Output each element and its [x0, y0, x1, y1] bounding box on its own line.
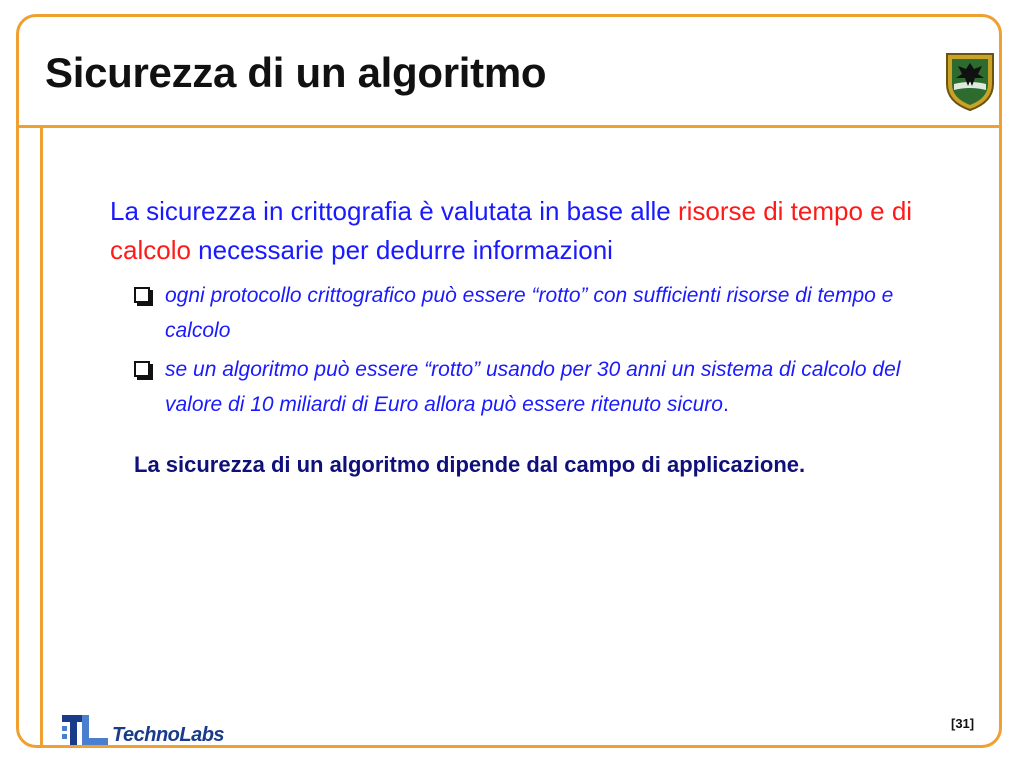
lead-text-start: La sicurezza in crittografia è valutata in base alle	[110, 196, 678, 226]
lead-highlight: risorse di tempo e di calcolo	[110, 196, 913, 265]
checkbox-bullet-icon	[134, 287, 150, 303]
logo-wordmark	[112, 724, 224, 747]
crest-icon	[944, 50, 996, 112]
bullet-item	[132, 278, 930, 348]
slide-title: Sicurezza di un algoritmo	[45, 49, 547, 96]
left-accent-bar	[40, 126, 43, 746]
conclusion-text: La sicurezza di un algoritmo dipende dal campo di applicazione.	[134, 452, 806, 477]
technolabs-logo	[60, 712, 230, 748]
page-number: [31]	[951, 716, 975, 731]
slide-content	[110, 192, 930, 481]
checkbox-bullet-icon	[134, 361, 150, 377]
bullet-text: ogni protocollo crittografico può essere “rotto” con sufficienti risorse di tempo e calcolo	[165, 284, 894, 342]
lead-text-end: necessarie per dedurre informazioni	[190, 235, 613, 265]
bullet-list	[132, 278, 930, 422]
bullet-text: se un algoritmo può essere “rotto” usando per 30 anni un sistema di calcolo del valore di 10 miliardi di Euro allora può essere ritenuto sicuro	[165, 358, 901, 416]
lead-paragraph	[110, 192, 930, 270]
bullet-item	[132, 352, 930, 422]
logo-word-labs: Labs	[179, 724, 225, 746]
logo-word-techno: Techno	[112, 724, 180, 746]
title-divider	[18, 125, 1001, 128]
technolabs-logo-icon	[60, 712, 112, 748]
bullet-trailing-period: .	[722, 393, 729, 416]
